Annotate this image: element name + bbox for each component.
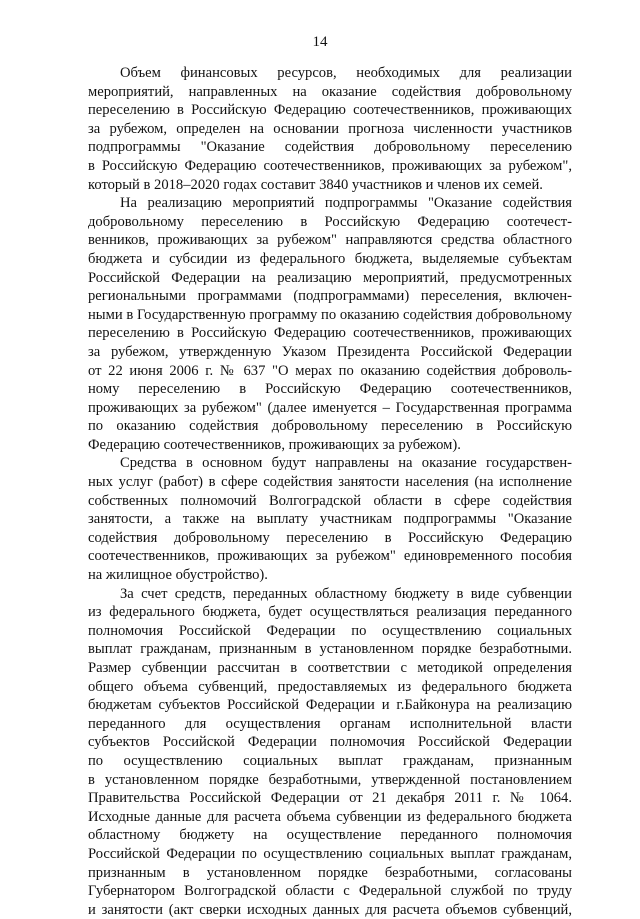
text-line: выплат гражданам, признанным в установленном порядке безработными. xyxy=(88,641,572,658)
body-text xyxy=(88,64,572,919)
text-line: за рубежом, утвержденную Указом Президента Российской Федерации xyxy=(88,343,572,360)
text-line: Губернатором Волгоградской области с Федеральной службой по труду xyxy=(88,883,572,900)
text-line: ных услуг (работ) в сфере содействия занятости населения (на исполнение xyxy=(88,474,572,491)
text-line: из федерального бюджета, будет осуществляться реализация переданного xyxy=(88,604,572,621)
text-line: субъектов Российской Федерации полномочия Российской Федерации xyxy=(88,734,572,751)
text-line: который в 2018–2020 годах составит 3840 участников и членов их семей. xyxy=(88,176,543,193)
text-line: переселению в Российскую Федерацию соотечественников, проживающих xyxy=(88,102,572,119)
text-line: соотечественников, проживающих за рубежом" единовременного пособия xyxy=(88,548,572,565)
text-line: Правительства Российской Федерации от 21 декабря 2011 г. № 1064. xyxy=(88,790,572,807)
text-line: Исходные данные для расчета объема субвенции из федерального бюджета xyxy=(88,808,572,825)
text-line: признанным в установленном порядке безработными, согласованы xyxy=(88,864,572,881)
text-line: подпрограммы "Оказание содействия добровольному переселению xyxy=(88,139,572,156)
text-line: переданного для осуществления органам исполнительной власти xyxy=(88,715,572,732)
text-line: бюджета и субсидии из федерального бюджета, выделяемые субъектам xyxy=(88,250,572,267)
text-line: занятости, а также на выплату участникам подпрограммы "Оказание xyxy=(88,511,572,528)
text-line: содействия добровольному переселению в Российскую Федерацию xyxy=(88,529,572,546)
page-number: 14 xyxy=(312,34,328,50)
text-line: за рубежом, определен на основании прогноза численности участников xyxy=(88,120,572,137)
text-line: ными в Государственную программу по оказанию содействия добровольному xyxy=(88,306,572,323)
text-line: собственных полномочий Волгоградской области в сфере содействия xyxy=(88,492,572,509)
text-line: общего объема субвенций, предоставляемых из федерального бюджета xyxy=(88,678,572,695)
text-line: Средства в основном будут направлены на оказание государствен- xyxy=(120,455,572,472)
text-line: За счет средств, переданных областному бюджету в виде субвенции xyxy=(120,585,572,602)
text-line: Российской Федерации на реализацию мероприятий, предусмотренных xyxy=(88,269,572,286)
paragraph-4 xyxy=(88,585,572,919)
text-line: и занятости (акт сверки исходных данных для расчета объемов субвенций, xyxy=(88,901,572,918)
text-line: Размер субвенции рассчитан в соответствии с методикой определения xyxy=(88,660,572,676)
text-line: венников, проживающих за рубежом" направляются средства областного xyxy=(88,232,572,249)
text-line: Федерацию соотечественников, проживающих за рубежом). xyxy=(88,436,461,453)
paragraph-1 xyxy=(88,64,572,194)
text-line: полномочия Российской Федерации по осуществлению социальных xyxy=(88,622,572,639)
text-line: На реализацию мероприятий подпрограммы "Оказание содействия xyxy=(120,195,572,212)
text-line: от 22 июня 2006 г. № 637 "О мерах по оказанию содействия доброволь- xyxy=(88,362,572,379)
paragraph-2 xyxy=(88,194,572,454)
text-line: переселению в Российскую Федерацию соотечественников, проживающих xyxy=(88,325,572,342)
text-line: мероприятий, направленных на оказание содействия добровольному xyxy=(88,83,572,100)
text-line: в установленном порядке безработными, утвержденной постановлением xyxy=(88,771,572,788)
text-line: областному бюджету на осуществление переданного полномочия xyxy=(88,827,572,844)
text-line: ному переселению в Российскую Федерацию соотечественников, xyxy=(88,381,572,398)
text-line: Объем финансовых ресурсов, необходимых для реализации xyxy=(120,65,572,81)
text-line: по оказанию содействия добровольному переселению в Российскую xyxy=(88,418,572,435)
text-line: в Российскую Федерацию соотечественников, проживающих за рубежом", xyxy=(88,157,572,174)
text-line: проживающих за рубежом" (далее именуется – Государственная программа xyxy=(88,399,572,416)
text-line: Российской Федерации по осуществлению социальных выплат гражданам, xyxy=(88,845,572,862)
text-line: бюджетам субъектов Российской Федерации и г.Байконура на реализацию xyxy=(88,697,572,714)
text-line: на жилищное обустройство). xyxy=(88,567,268,584)
text-line: по осуществлению социальных выплат гражданам, признанным xyxy=(88,752,572,769)
text-line: региональными программами (подпрограммами) переселения, включен- xyxy=(88,288,572,305)
text-line: добровольному переселению в Российскую Федерацию соотечест- xyxy=(88,213,572,230)
paragraph-3 xyxy=(88,454,572,584)
